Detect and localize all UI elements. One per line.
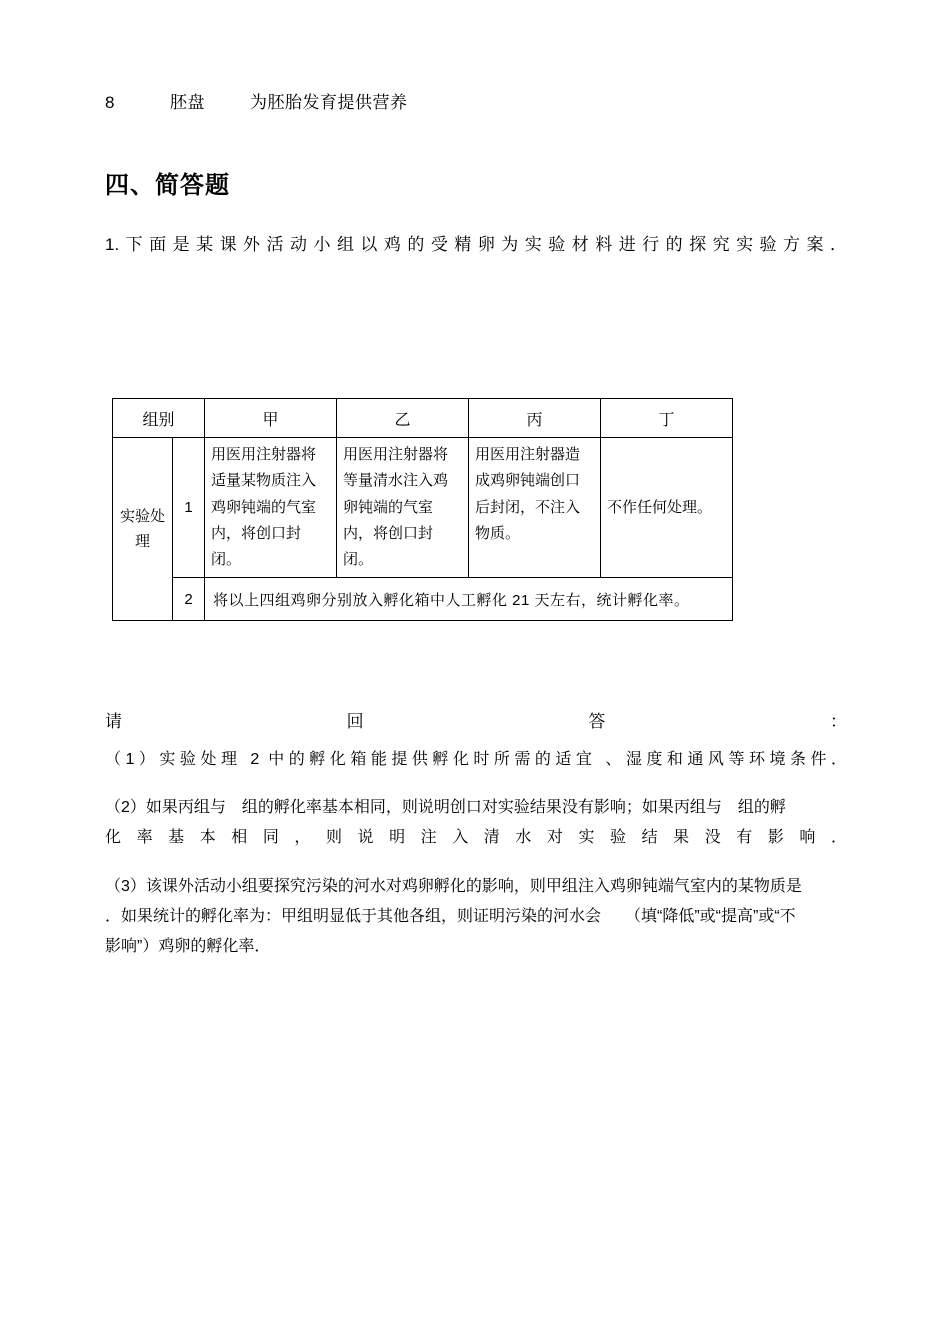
table-header-row: [113, 399, 733, 438]
prompt-char-2: 回: [346, 712, 364, 731]
table-header-jia: 甲: [205, 399, 337, 438]
table-header-bing: 丙: [469, 399, 601, 438]
question1-sub1: （1）实验处理 2 中的孵化箱能提供孵化时所需的适宜 、湿度和通风等环境条件．: [105, 751, 847, 768]
question1-sub3-line3: 影响”）鸡卵的孵化率．: [105, 938, 271, 955]
question1-sub3: [105, 872, 847, 962]
table-row: [113, 438, 733, 578]
cell-ding-treatment: 不作任何处理。: [601, 438, 733, 578]
leftover-table-row: [105, 88, 408, 113]
prompt-char-4: ：: [829, 712, 847, 731]
section-heading: 四、简答题: [105, 172, 230, 199]
cell-incubation-note: 将以上四组鸡卵分别放入孵化箱中人工孵化 21 天左右，统计孵化率。: [205, 578, 733, 621]
table-row: [113, 578, 733, 621]
question1-sub3-line1: （3）该课外活动小组要探究污染的河水对鸡卵孵化的影响，则甲组注入鸡卵钝端气室内的某物质是: [105, 878, 802, 895]
cell-jia-treatment: 用医用注射器将适量某物质注入鸡卵钝端的气室内，将创口封闭。: [205, 438, 337, 578]
question1-sub3-line2: ．如果统计的孵化率为：甲组明显低于其他各组，则证明污染的河水会 （填“降低”或“提高”或“不: [105, 908, 796, 925]
leftover-row-term: 胚盘: [170, 93, 205, 112]
table-header-yi: 乙: [337, 399, 469, 438]
row-label-experiment-treatment: 实验处理: [113, 438, 173, 621]
cell-yi-treatment: 用医用注射器将等量清水注入鸡卵钝端的气室内，将创口封闭。: [337, 438, 469, 578]
row-number-1: 1: [173, 438, 205, 578]
answer-prompt: [105, 707, 847, 732]
prompt-char-3: 答: [588, 712, 606, 731]
experiment-table: [112, 398, 733, 621]
question1-sub2-line1: （2）如果丙组与 组的孵化率基本相同，则说明创口对实验结果没有影响；如果丙组与 组的孵: [105, 799, 786, 816]
row-number-2: 2: [173, 578, 205, 621]
question1-sub2-line2: 化率基本相同，则说明注入清水对实验结果没有影响．: [105, 829, 847, 846]
question1-lead: 1.下面是某课外活动小组以鸡的受精卵为实验材料进行的探究实验方案．: [105, 235, 847, 254]
table-header-group: 组别: [113, 399, 205, 438]
table-header-ding: 丁: [601, 399, 733, 438]
leftover-row-description: 为胚胎发育提供营养: [250, 93, 408, 112]
question1-sub2: [105, 793, 847, 853]
cell-bing-treatment: 用医用注射器造成鸡卵钝端创口后封闭，不注入物质。: [469, 438, 601, 578]
leftover-row-number: 8: [105, 93, 115, 112]
prompt-char-1: 请: [105, 712, 122, 731]
